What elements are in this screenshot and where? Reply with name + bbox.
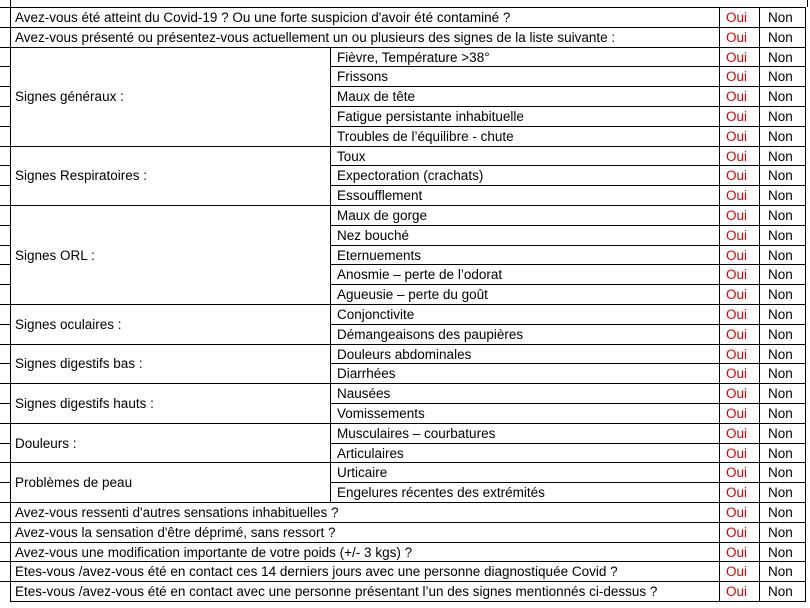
symptom-label: Fièvre, Température >38°	[330, 48, 719, 67]
answer-oui[interactable]: Oui	[719, 325, 759, 344]
answer-oui[interactable]: Oui	[719, 305, 759, 324]
table-row	[0, 561, 806, 581]
answer-oui[interactable]: Oui	[719, 206, 759, 225]
question-text: Etes-vous /avez-vous été en contact ces 14 derniers jours avec une personne diagnostiquée Covid ?	[10, 562, 719, 581]
answer-oui[interactable]: Oui	[719, 582, 759, 601]
symptom-group-label: Signes digestifs bas :	[10, 344, 330, 384]
symptom-label: Anosmie – perte de l’odorat	[330, 265, 719, 284]
answer-oui[interactable]: Oui	[719, 345, 759, 364]
answer-non[interactable]: Non	[759, 206, 806, 225]
symptom-label: Urticaire	[330, 463, 719, 482]
question-text: Etes-vous /avez-vous été en contact avec une personne présentant l’un des signes mentionnés ci-dessus ?	[10, 582, 719, 601]
answer-non[interactable]: Non	[759, 523, 806, 542]
question-text: Avez-vous présenté ou présentez-vous actuellement un ou plusieurs des signes de la liste suivante :	[10, 28, 719, 47]
symptom-label: Maux de gorge	[330, 206, 719, 225]
symptom-label: Démangeaisons des paupières	[330, 325, 719, 344]
answer-non[interactable]: Non	[759, 404, 806, 423]
question-text: Avez-vous ressenti d'autres sensations inhabituelles ?	[10, 503, 719, 522]
table-row	[0, 502, 806, 522]
table-top-edge	[10, 0, 808, 7]
answer-non[interactable]: Non	[759, 48, 806, 67]
symptom-label: Frissons	[330, 67, 719, 86]
answer-oui[interactable]: Oui	[719, 562, 759, 581]
answer-non[interactable]: Non	[759, 424, 806, 443]
symptom-label: Troubles de l’équilibre - chute	[330, 127, 719, 146]
table-row	[0, 7, 806, 27]
answer-oui[interactable]: Oui	[719, 87, 759, 106]
answer-oui[interactable]: Oui	[719, 8, 759, 27]
question-text: Avez-vous une modification importante de votre poids (+/- 3 kgs) ?	[10, 543, 719, 562]
answer-oui[interactable]: Oui	[719, 265, 759, 284]
symptom-label: Toux	[330, 147, 719, 166]
answer-oui[interactable]: Oui	[719, 186, 759, 205]
answer-non[interactable]: Non	[759, 384, 806, 403]
symptom-group-label: Signes oculaires :	[10, 304, 330, 344]
question-text: Avez-vous été atteint du Covid-19 ? Ou une forte suspicion d'avoir été contaminé ?	[10, 8, 719, 27]
symptom-label: Nez bouché	[330, 226, 719, 245]
symptom-label: Fatigue persistante inhabituelle	[330, 107, 719, 126]
answer-non[interactable]: Non	[759, 87, 806, 106]
table-row	[0, 542, 806, 562]
answer-oui[interactable]: Oui	[719, 226, 759, 245]
answer-non[interactable]: Non	[759, 364, 806, 383]
answer-oui[interactable]: Oui	[719, 28, 759, 47]
symptom-group-label: Douleurs :	[10, 423, 330, 463]
answer-oui[interactable]: Oui	[719, 463, 759, 482]
answer-oui[interactable]: Oui	[719, 285, 759, 304]
answer-oui[interactable]: Oui	[719, 424, 759, 443]
question-text: Avez-vous la sensation d'être déprimé, sans ressort ?	[10, 523, 719, 542]
table-row	[0, 522, 806, 542]
answer-non[interactable]: Non	[759, 107, 806, 126]
answer-oui[interactable]: Oui	[719, 523, 759, 542]
answer-oui[interactable]: Oui	[719, 543, 759, 562]
answer-non[interactable]: Non	[759, 226, 806, 245]
answer-non[interactable]: Non	[759, 186, 806, 205]
answer-non[interactable]: Non	[759, 582, 806, 601]
answer-non[interactable]: Non	[759, 345, 806, 364]
answer-non[interactable]: Non	[759, 265, 806, 284]
answer-oui[interactable]: Oui	[719, 67, 759, 86]
symptom-label: Articulaires	[330, 444, 719, 463]
answer-non[interactable]: Non	[759, 166, 806, 185]
symptom-label: Engelures récentes des extrémités	[330, 483, 719, 502]
symptom-label: Vomissements	[330, 404, 719, 423]
answer-oui[interactable]: Oui	[719, 503, 759, 522]
symptom-label: Essoufflement	[330, 186, 719, 205]
symptom-label: Conjonctivite	[330, 305, 719, 324]
symptom-group-label: Signes digestifs hauts :	[10, 383, 330, 423]
symptom-group-label: Signes généraux :	[10, 47, 330, 146]
symptom-label: Expectoration (crachats)	[330, 166, 719, 185]
answer-non[interactable]: Non	[759, 444, 806, 463]
answer-oui[interactable]: Oui	[719, 483, 759, 502]
answer-non[interactable]: Non	[759, 463, 806, 482]
answer-non[interactable]: Non	[759, 246, 806, 265]
answer-non[interactable]: Non	[759, 127, 806, 146]
answer-oui[interactable]: Oui	[719, 444, 759, 463]
table-bottom-edge	[10, 601, 806, 602]
answer-non[interactable]: Non	[759, 285, 806, 304]
answer-non[interactable]: Non	[759, 67, 806, 86]
answer-non[interactable]: Non	[759, 483, 806, 502]
answer-non[interactable]: Non	[759, 325, 806, 344]
symptom-label: Nausées	[330, 384, 719, 403]
table-row	[0, 581, 806, 601]
answer-oui[interactable]: Oui	[719, 147, 759, 166]
answer-non[interactable]: Non	[759, 305, 806, 324]
answer-oui[interactable]: Oui	[719, 107, 759, 126]
symptom-label: Agueusie – perte du goût	[330, 285, 719, 304]
symptom-group-label: Signes ORL :	[10, 205, 330, 304]
symptom-label: Douleurs abdominales	[330, 345, 719, 364]
answer-oui[interactable]: Oui	[719, 48, 759, 67]
answer-non[interactable]: Non	[759, 147, 806, 166]
answer-non[interactable]: Non	[759, 8, 806, 27]
answer-non[interactable]: Non	[759, 543, 806, 562]
table-row	[0, 27, 806, 47]
answer-oui[interactable]: Oui	[719, 384, 759, 403]
symptom-label: Diarrhées	[330, 364, 719, 383]
symptom-label: Maux de tête	[330, 87, 719, 106]
symptom-group-label: Signes Respiratoires :	[10, 146, 330, 205]
answer-oui[interactable]: Oui	[719, 166, 759, 185]
answer-non[interactable]: Non	[759, 28, 806, 47]
symptom-group-label: Problèmes de peau	[10, 462, 330, 502]
answer-oui[interactable]: Oui	[719, 404, 759, 423]
symptom-label: Eternuements	[330, 246, 719, 265]
symptom-label: Musculaires – courbatures	[330, 424, 719, 443]
answer-non[interactable]: Non	[759, 503, 806, 522]
answer-oui[interactable]: Oui	[719, 246, 759, 265]
answer-oui[interactable]: Oui	[719, 364, 759, 383]
answer-non[interactable]: Non	[759, 562, 806, 581]
answer-oui[interactable]: Oui	[719, 127, 759, 146]
